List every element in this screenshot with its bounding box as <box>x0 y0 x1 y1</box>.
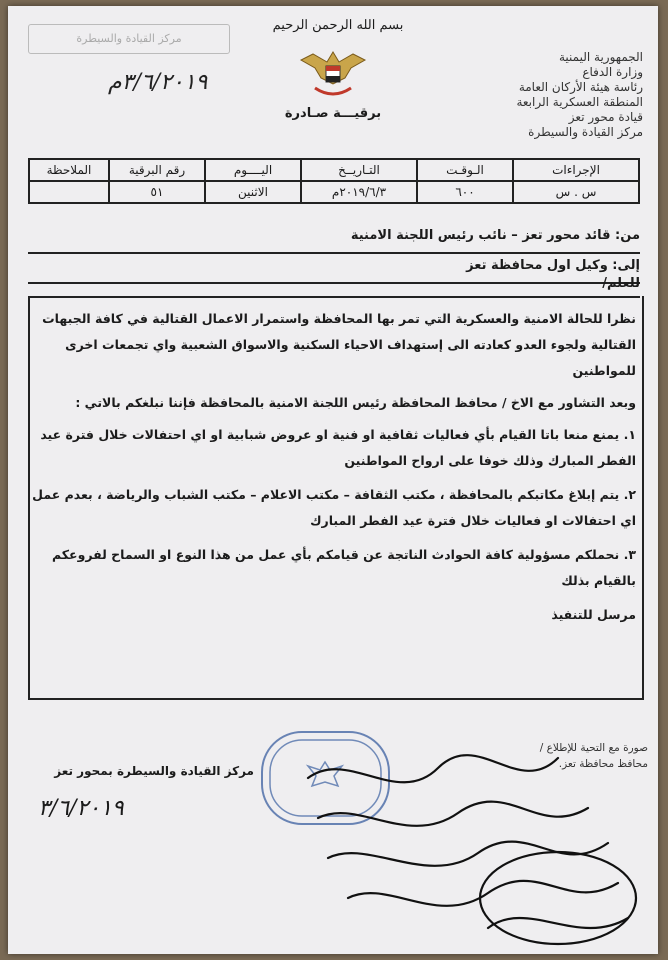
signature-block: مركز القيادة والسيطرة بمحور تعز <box>54 764 254 778</box>
handwritten-annotation-icon <box>288 718 648 958</box>
body-intro: نظرا للحالة الامنية والعسكرية التي تمر بها المحافظة واستمرار الاعمال القتالية في كافة الجبهات القتالية ولجوء العدو كعادته الى إستهداف الاحياء السكنية والاسواق الشعبية واي تجمعات اخرى للمواطنين <box>42 311 636 378</box>
copy-note-line: محافظ محافظة تعز. <box>558 758 648 770</box>
body-item: ٢. يتم إبلاغ مكاتبكم بالمحافظة ، مكتب الثقافة – مكتب الاعلام – مكتب الشباب والرياضة ، بعدم عمل اي احتفالات او فعاليات خلال فترة عيد الفطر المبارك <box>32 487 636 528</box>
cc-line: للعلم/ <box>28 276 640 298</box>
meta-header-row <box>29 159 639 181</box>
meta-table <box>28 158 640 204</box>
meta-value-cell <box>29 181 109 203</box>
letterhead-line: قيادة محور تعز <box>568 110 643 124</box>
handwritten-date: ٣/٦/٢٠١٩م <box>108 70 208 95</box>
eagle-emblem-icon <box>293 44 373 104</box>
meta-value-cell: س . س <box>513 181 639 203</box>
meta-header-cell: الإجراءات <box>513 159 639 181</box>
from-line: من: قائد محور تعز – نائب رئيس اللجنة الامنية <box>28 228 640 254</box>
body-consult: وبعد التشاور مع الاخ / محافظ المحافظة رئيس اللجنة الامنية بالمحافظة فإننا نبلغكم بالاتي : <box>75 395 636 410</box>
letterhead-line: رئاسة هيئة الأركان العامة <box>518 80 643 94</box>
letterhead-line: الجمهورية اليمنية <box>558 50 643 64</box>
top-left-stamp: مركز القيادة والسيطرة <box>28 24 230 54</box>
meta-header-cell: رقم البرقية <box>109 159 205 181</box>
letterhead-line: مركز القيادة والسيطرة <box>528 125 643 139</box>
meta-value-cell: الاثنين <box>205 181 301 203</box>
to-line: إلى: وكيل اول محافظة تعز <box>28 258 640 284</box>
letter-body <box>30 306 636 634</box>
letterhead-line: المنطقة العسكرية الرابعة <box>516 95 643 109</box>
meta-header-cell: الملاحظة <box>29 159 109 181</box>
document-type: برقيـــة صـادرة <box>284 106 382 121</box>
meta-value-cell: ٢٠١٩/٦/٣م <box>301 181 417 203</box>
meta-header-cell: التـاريــخ <box>301 159 417 181</box>
body-closing: مرسل للتنفيذ <box>551 607 636 622</box>
letterhead-line: وزارة الدفاع <box>582 65 643 79</box>
meta-value-cell: ٦٠٠ <box>417 181 513 203</box>
meta-value-cell: ٥١ <box>109 181 205 203</box>
meta-header-cell: الـوقـت <box>417 159 513 181</box>
meta-value-row <box>29 181 639 203</box>
basmala: بسم الله الرحمن الرحيم <box>272 18 404 33</box>
letterhead <box>463 50 643 140</box>
body-item: ١. يمنع منعا باتا القيام بأي فعاليات ثقافية او فنية او عروض شبابية او اي احتفالات خلال فترة عيد الفطر المبارك وذلك خوفا على ارواح المواطنين <box>40 427 636 468</box>
body-item: ٣. نحملكم مسؤولية كافة الحوادث الناتجة عن قيامكم بأي عمل من هذا النوع او السماح لفروعكم بالقيام بذلك <box>51 547 636 588</box>
document-page <box>8 6 658 954</box>
handwritten-date-footer: ٣/٦/٢٠١٩ <box>38 796 124 821</box>
meta-header-cell: اليــــوم <box>205 159 301 181</box>
copy-note-line: صورة مع التحية للإطلاع / <box>539 742 648 754</box>
